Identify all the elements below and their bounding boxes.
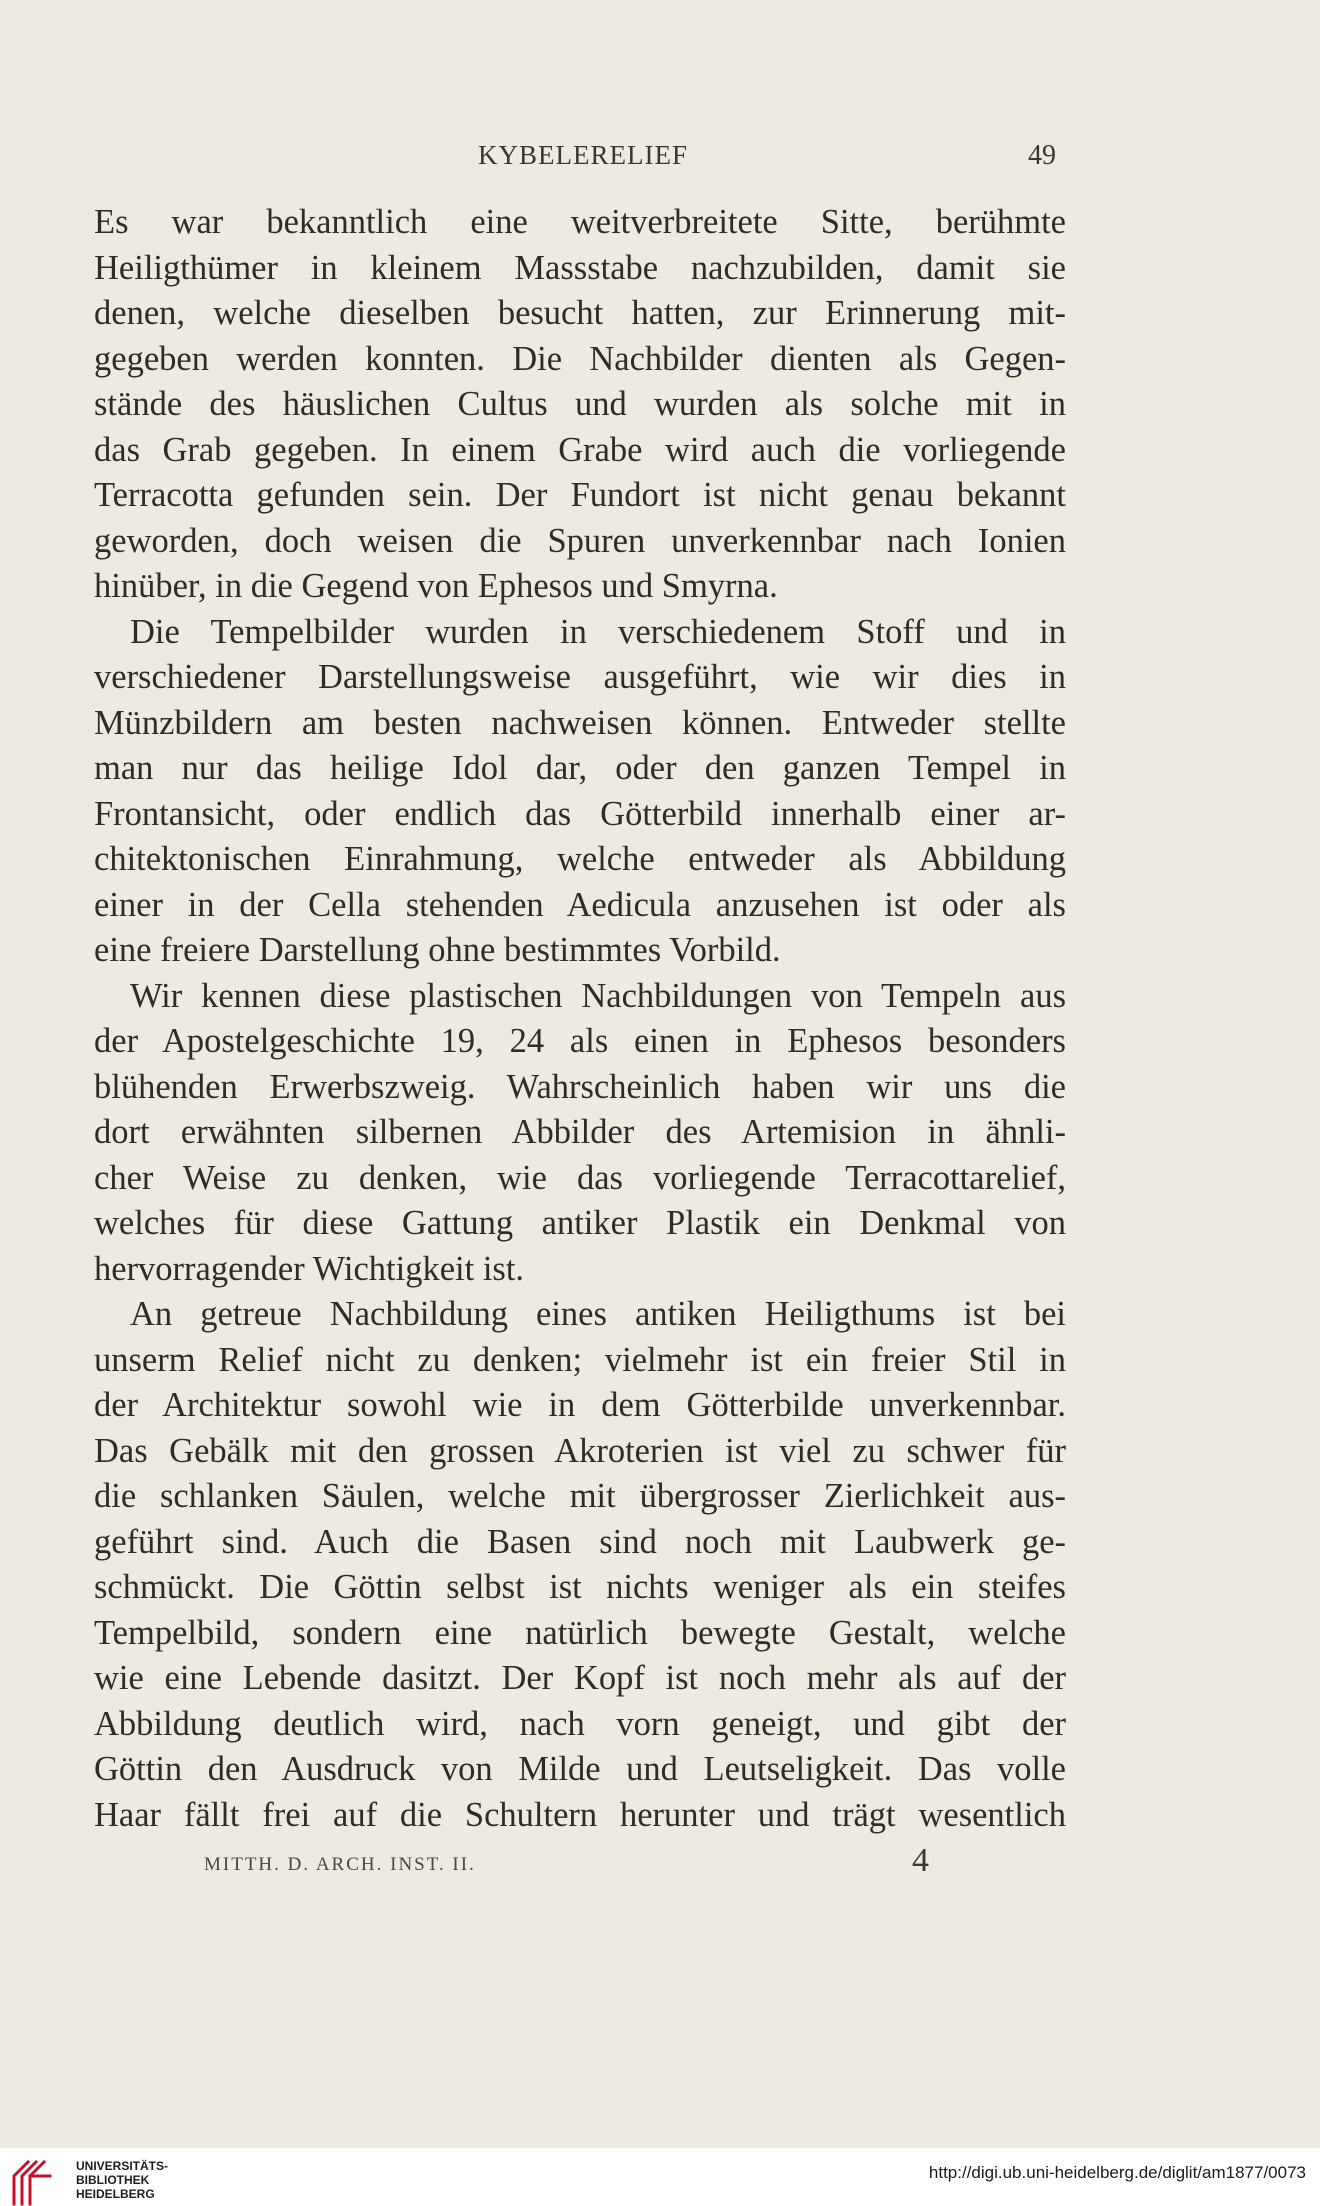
text-line: das Grab gegeben. In einem Grabe wird auch die vorliegende: [94, 430, 1066, 469]
text-line: der Architektur sowohl wie in dem Götterbilde unverkennbar.: [94, 1386, 1066, 1424]
text-line: Münzbildern am besten nachweisen können. Entweder stellte: [94, 703, 1066, 742]
text-line: dort erwähnten silbernen Abbilder des Artemision in ähnli-: [94, 1113, 1066, 1151]
running-title: KYBELERELIEF: [478, 140, 688, 170]
text-line: blühenden Erwerbszweig. Wahrscheinlich haben wir uns die: [94, 1067, 1066, 1106]
library-footer: [0, 2148, 1320, 2206]
sheet-number: 4: [912, 1842, 929, 1879]
library-name: [76, 2159, 168, 2201]
text-line: welches für diese Gattung antiker Plastik ein Denkmal von: [94, 1204, 1066, 1242]
text-line: Haar fällt frei auf die Schultern herunter und trägt wesentlich: [94, 1795, 1066, 1834]
text-line: einer in der Cella stehenden Aedicula anzusehen ist oder als: [94, 885, 1066, 924]
signature-mark: MITTH. D. ARCH. INST. II.: [204, 1854, 476, 1875]
text-line: Frontansicht, oder endlich das Götterbild innerhalb einer ar-: [94, 794, 1066, 833]
text-line: Wir kennen diese plastischen Nachbildungen von Tempeln aus: [130, 976, 1066, 1015]
text-line: Die Tempelbilder wurden in verschiedenem Stoff und in: [130, 612, 1066, 651]
text-line: schmückt. Die Göttin selbst ist nichts weniger als ein steifes: [94, 1568, 1066, 1606]
text-line: Tempelbild, sondern eine natürlich bewegte Gestalt, welche: [94, 1613, 1066, 1652]
library-name-line: UNIVERSITÄTS-: [76, 2159, 169, 2173]
text-line: Es war bekanntlich eine weitverbreitete Sitte, berühmte: [94, 203, 1066, 241]
signature-line: [0, 1842, 1320, 1890]
body-text: [94, 200, 1066, 1838]
text-line: eine freiere Darstellung ohne bestimmtes Vorbild.: [94, 931, 781, 969]
text-line: geworden, doch weisen die Spuren unverkennbar nach Ionien: [94, 521, 1066, 560]
library-name-line: BIBLIOTHEK: [76, 2173, 150, 2187]
text-line: Heiligthümer in kleinem Massstabe nachzubilden, damit sie: [94, 248, 1066, 287]
text-line: man nur das heilige Idol dar, oder den ganzen Tempel in: [94, 749, 1066, 787]
running-head: [0, 140, 1320, 180]
ub-heidelberg-logo-icon: [10, 2158, 66, 2206]
text-line: verschiedener Darstellungsweise ausgeführt, wie wir dies in: [94, 658, 1066, 696]
text-line: unserm Relief nicht zu denken; vielmehr ist ein freier Stil in: [94, 1340, 1066, 1379]
text-line: stände des häuslichen Cultus und wurden als solche mit in: [94, 385, 1066, 423]
text-line: die schlanken Säulen, welche mit übergrosser Zierlichkeit aus-: [94, 1477, 1066, 1515]
text-line: Göttin den Ausdruck von Milde und Leutseligkeit. Das volle: [94, 1750, 1066, 1788]
text-line: der Apostelgeschichte 19, 24 als einen in Ephesos besonders: [94, 1022, 1066, 1060]
text-line: hinüber, in die Gegend von Ephesos und Smyrna.: [94, 567, 778, 605]
page-number: 49: [1028, 140, 1056, 171]
text-line: Terracotta gefunden sein. Der Fundort ist nicht genau bekannt: [94, 476, 1066, 514]
text-line: gegeben werden konnten. Die Nachbilder dienten als Gegen-: [94, 339, 1066, 378]
library-name-line: HEIDELBERG: [76, 2187, 155, 2201]
text-line: An getreue Nachbildung eines antiken Heiligthums ist bei: [130, 1295, 1066, 1333]
text-line: wie eine Lebende dasitzt. Der Kopf ist noch mehr als auf der: [94, 1659, 1066, 1697]
text-line: Abbildung deutlich wird, nach vorn geneigt, und gibt der: [94, 1704, 1066, 1743]
text-line: Das Gebälk mit den grossen Akroterien ist viel zu schwer für: [94, 1431, 1066, 1470]
text-line: denen, welche dieselben besucht hatten, zur Erinnerung mit-: [94, 294, 1066, 332]
text-line: geführt sind. Auch die Basen sind noch mit Laubwerk ge-: [94, 1522, 1066, 1561]
text-line: chitektonischen Einrahmung, welche entweder als Abbildung: [94, 840, 1066, 878]
source-url-link[interactable]: http://digi.ub.uni-heidelberg.de/diglit/am1877/0073: [928, 2163, 1306, 2182]
text-line: cher Weise zu denken, wie das vorliegende Terracottarelief,: [94, 1158, 1066, 1197]
text-line: hervorragender Wichtigkeit ist.: [94, 1249, 525, 1288]
